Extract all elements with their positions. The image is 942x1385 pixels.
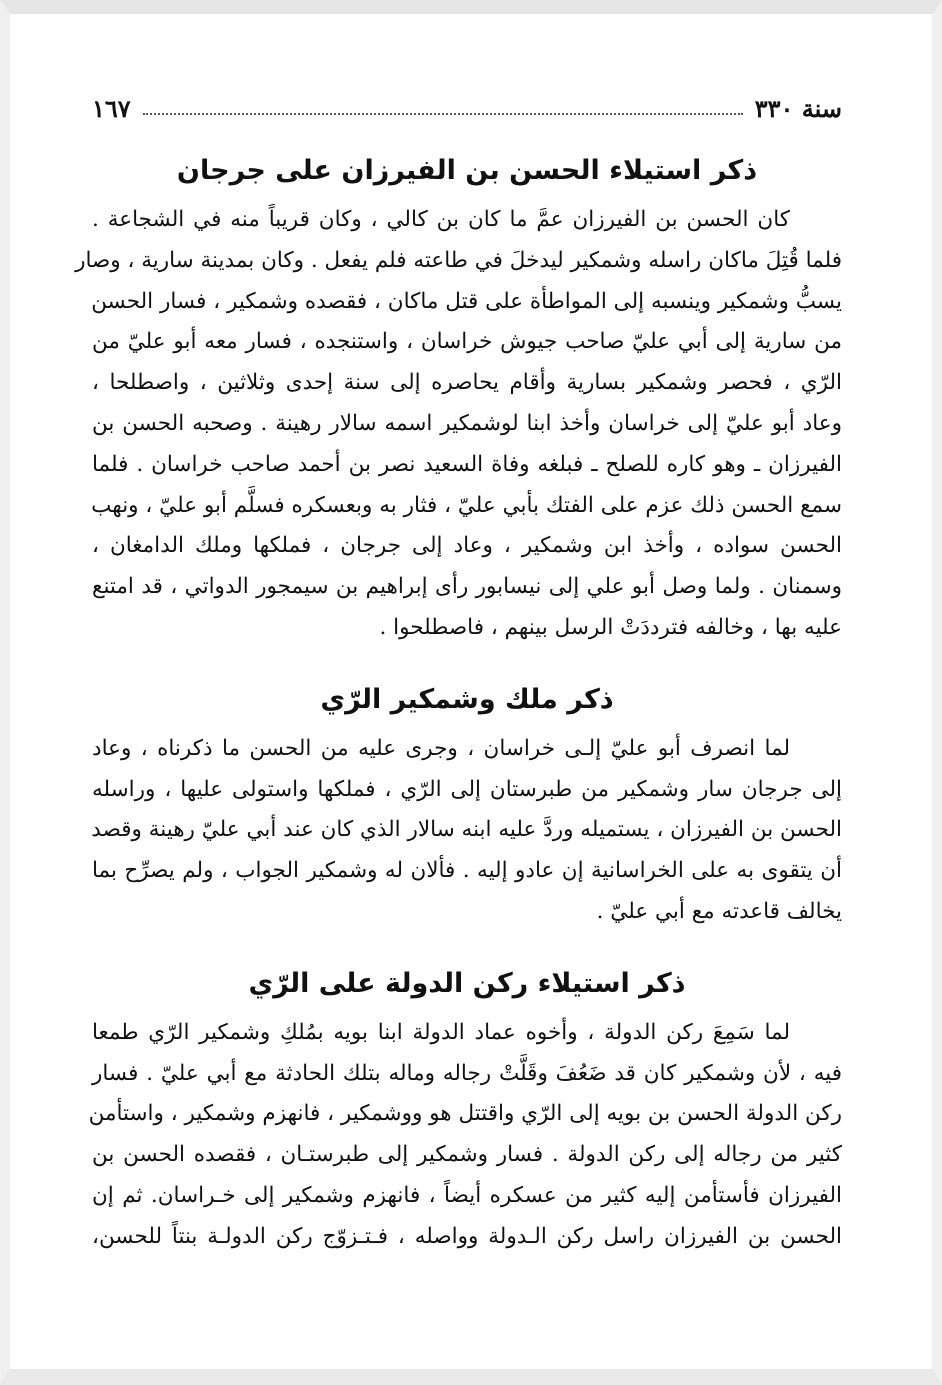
text-line: كان الحسن بن الفيرزان عمَّ ما كان بن كالي ، وكان قريباً منه في الشجاعة . (92, 207, 790, 232)
text-line: الحسن سواده ، وأخذ ابن وشمكير ، وعاد إلى جرجان ، فملكها وملك الدامغان ، (92, 533, 842, 559)
section-paragraph (92, 729, 842, 933)
text-line: الحسن بن الفيرزان راسل ركن الـدولة وواصله ، فـتـزوّج ركن الدولـة بنتاً للحسن، (92, 1223, 842, 1249)
text-line: كثير من رجاله إلى ركن الدولة . فسار وشمكير إلى طبرستـان ، فقصده الحسن بن (92, 1142, 842, 1168)
text-line: فلما قُتِلَ ماكان راسله وشمكير ليدخلَ في طاعته فلم يفعل . وكان بمدينة سارية ، وصار (75, 247, 842, 273)
text-line: أن يتقوى به على الخراسانية إن عادو إليه . فألان له وشمكير الجواب ، ولم يصرِّح بما (92, 858, 842, 884)
page-body (75, 140, 842, 1258)
text-line: الحسن بن الفيرزان ، يستميله وردَّ عليه ابنه سالار الذي كان عند أبي عليّ رهينة وقصد (91, 817, 842, 843)
text-line: لما سَمِعَ ركن الدولة ، وأخوه عماد الدولة ابنا بويه بمُلكِ وشمكير الرّي طمعا (92, 1019, 790, 1045)
section-title: ذكر استيلاء الحسن بن الفيرزان على جرجان (176, 155, 758, 186)
section-title: ذكر ملك وشمكير الرّي (320, 683, 614, 715)
text-line: ركن الدولة الحسن بن بويه إلى الرّي واقتتل هو ووشمكير ، فانهزم وشمكير ، واستأمن (88, 1101, 842, 1127)
running-head (92, 88, 842, 128)
text-line: سمع الحسن ذلك عزم على الفتك بأبي عليّ ، فثار به وبعسكره فسلَّم أبو عليّ ، ونهب (91, 492, 842, 518)
page-number: ١٦٧ (92, 93, 131, 123)
text-line: إلى جرجان سار وشمكير من طبرستان إلى الرّي ، فملكها واستولى عليها ، وراسله (92, 776, 842, 802)
text-line: الرّي ، فحصر وشمكير بسارية وأقام يحاصره إلى سنة إحدى وثلاثين ، واصطلحا ، (92, 370, 842, 396)
text-line: يخالف قاعدته مع أبي عليّ . (596, 898, 842, 924)
section-paragraph (75, 200, 842, 649)
leader-dots (143, 113, 743, 115)
section-title: ذكر استيلاء ركن الدولة على الرّي (248, 967, 686, 999)
text-line: عليه بها ، وخالفه فترددَتْ الرسل بينهم ، فاصطلحوا . (379, 614, 842, 640)
text-line: فيه ، لأن وشمكير كان قد ضَعُفَ وقَلَّتْ رجاله وماله بتلك الحادثة مع أبي عليّ . فسار (92, 1060, 842, 1086)
text-line: وعاد أبو عليّ إلى خراسان وأخذ ابنا لوشمكير اسمه سالار رهينة . وصحبه الحسن بن (92, 410, 842, 436)
running-head-year: سنة ٣٣٠ (754, 93, 842, 123)
text-line: الفيرزان ـ وهو كاره للصلح ـ فبلغه وفاة السعيد نصر بن أحمد صاحب خراسان . فلما (92, 451, 842, 477)
text-line: وسمنان . ولما وصل أبو علي إلى نيسابور رأى إبراهيم بن سيمجور الدواتي ، قد امتنع (92, 574, 842, 600)
text-line: من سارية إلى أبي عليّ صاحب جيوش خراسان ، واستنجده ، فسار معه أبو عليّ من (92, 329, 842, 355)
text-line: يسبُّ وشمكير وينسبه إلى المواطأة على قتل ماكان ، فقصده وشمكير ، فسار الحسن (91, 288, 842, 314)
text-line: لما انصرف أبو عليّ إلـى خراسان ، وجرى عليه من الحسن ما ذكرناه ، وعاد (92, 735, 790, 761)
section-paragraph (88, 1013, 842, 1258)
text-line: الفيرزان فأستأمن إليه كثير من عسكره أيضاً ، فانهزم وشمكير إلى خـراسان. ثم إن (92, 1182, 842, 1208)
